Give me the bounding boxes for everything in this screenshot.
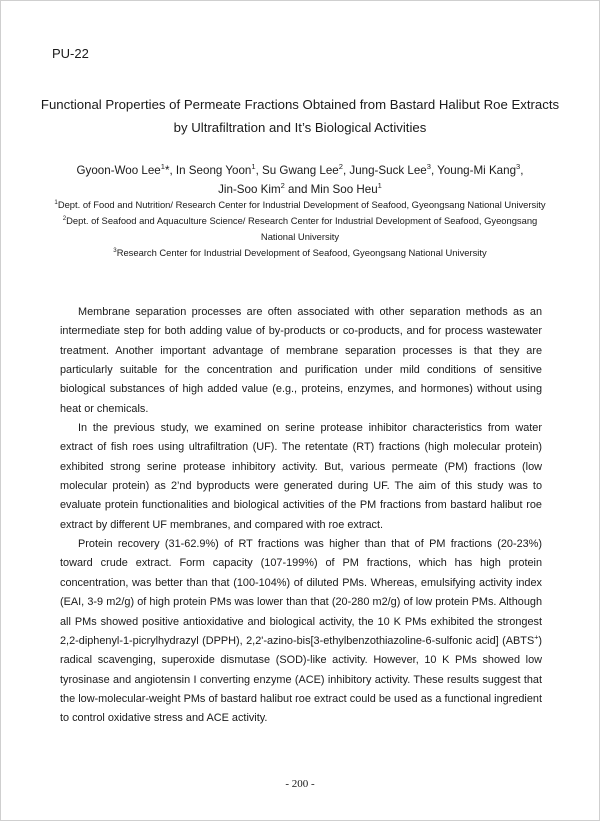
- paragraph: In the previous study, we examined on serine protease inhibitor characteristics from water extract of fish roes using ultrafiltration (UF). The retentate (RT) fractions (high molecular protein) exhibited strong serine protease inhibitory activity. But, various permeate (PM) fractions (low molecular protein) as 2’nd byproducts were generated during UF. The aim of this study was to evaluate protein functionalities and biological activities of the PM fractions from bastard halibut roe extract by different UF membranes, and compared with roe extract.: [60, 422, 542, 531]
- abstract-body: [60, 303, 542, 729]
- affiliation: $^2$Dept. of Seafood and Aquaculture Science/ Research Center for Industrial Development of Seafood, Gyeongsang National University: [62, 214, 538, 242]
- author: Young-Mi Kang$^3$,: [437, 162, 524, 177]
- author: Jung-Suck Lee$^3$,: [349, 162, 438, 177]
- author: Jin-Soo Kim$^2$ and: [218, 181, 311, 196]
- abstract-code: PU-22: [52, 46, 89, 61]
- affiliation: $^3$Research Center for Industrial Development of Seafood, Gyeongsang National University: [113, 246, 487, 258]
- author-list: [50, 161, 550, 199]
- affiliation: $^1$Dept. of Food and Nutrition/ Research Center for Industrial Development of Seafood, Gyeongsang National University: [54, 198, 546, 210]
- author: Su Gwang Lee$^2$,: [262, 162, 350, 177]
- author: In Seong Yoon$^1$,: [175, 162, 263, 177]
- paragraph: Protein recovery (31-62.9%) of RT fractions was higher than that of PM fractions (20-23%) toward crude extract. Form capacity (107-199%) of PM fractions, which has high protein concentration, was better than that (100-104%) of diluted PMs. Whereas, emulsifying activity index (EAI, 3-9 m2/g) of high protein PMs was lower than that (20-280 m2/g) of low protein PMs. Although all PMs showed positive antioxidative and biological activity, the 10 K PMs exhibited the strongest 2,2-diphenyl-1-picrylhydrazyl (DPPH), 2,2'-azino-bis[3-ethylbenzothiazoline-6-sulfonic acid] (ABTS+) radical scavenging, superoxide dismutase (SOD)-like activity. However, 10 K PMs showed low tyrosinase and angiotensin I converting enzyme (ACE) inhibitory activity. These results suggest that the low-molecular-weight PMs of bastard halibut roe extract could be used as a functional ingredient to control oxidative stress and ACE activity.: [60, 538, 542, 725]
- affiliation-list: [46, 197, 554, 261]
- page-number: - 200 -: [285, 778, 315, 790]
- author: Min Soo Heu$^1$: [310, 181, 382, 196]
- paper-title: Functional Properties of Permeate Fractions Obtained from Bastard Halibut Roe Extracts by Ultrafiltration and It’s Biological Activities: [40, 97, 560, 135]
- author: Gyoon-Woo Lee$^1$*,: [76, 162, 176, 177]
- paragraph: Membrane separation processes are often associated with other separation methods as an intermediate step for both adding value of by-products or co-products, and for process wastewater treatment. Another important advantage of membrane separation processes is that they are particularly suitable for the concentration and purification under mild conditions of sensitive biological substances of high added value (e.g., proteins, enzymes, and hormones) without using heat or chemicals.: [60, 306, 542, 415]
